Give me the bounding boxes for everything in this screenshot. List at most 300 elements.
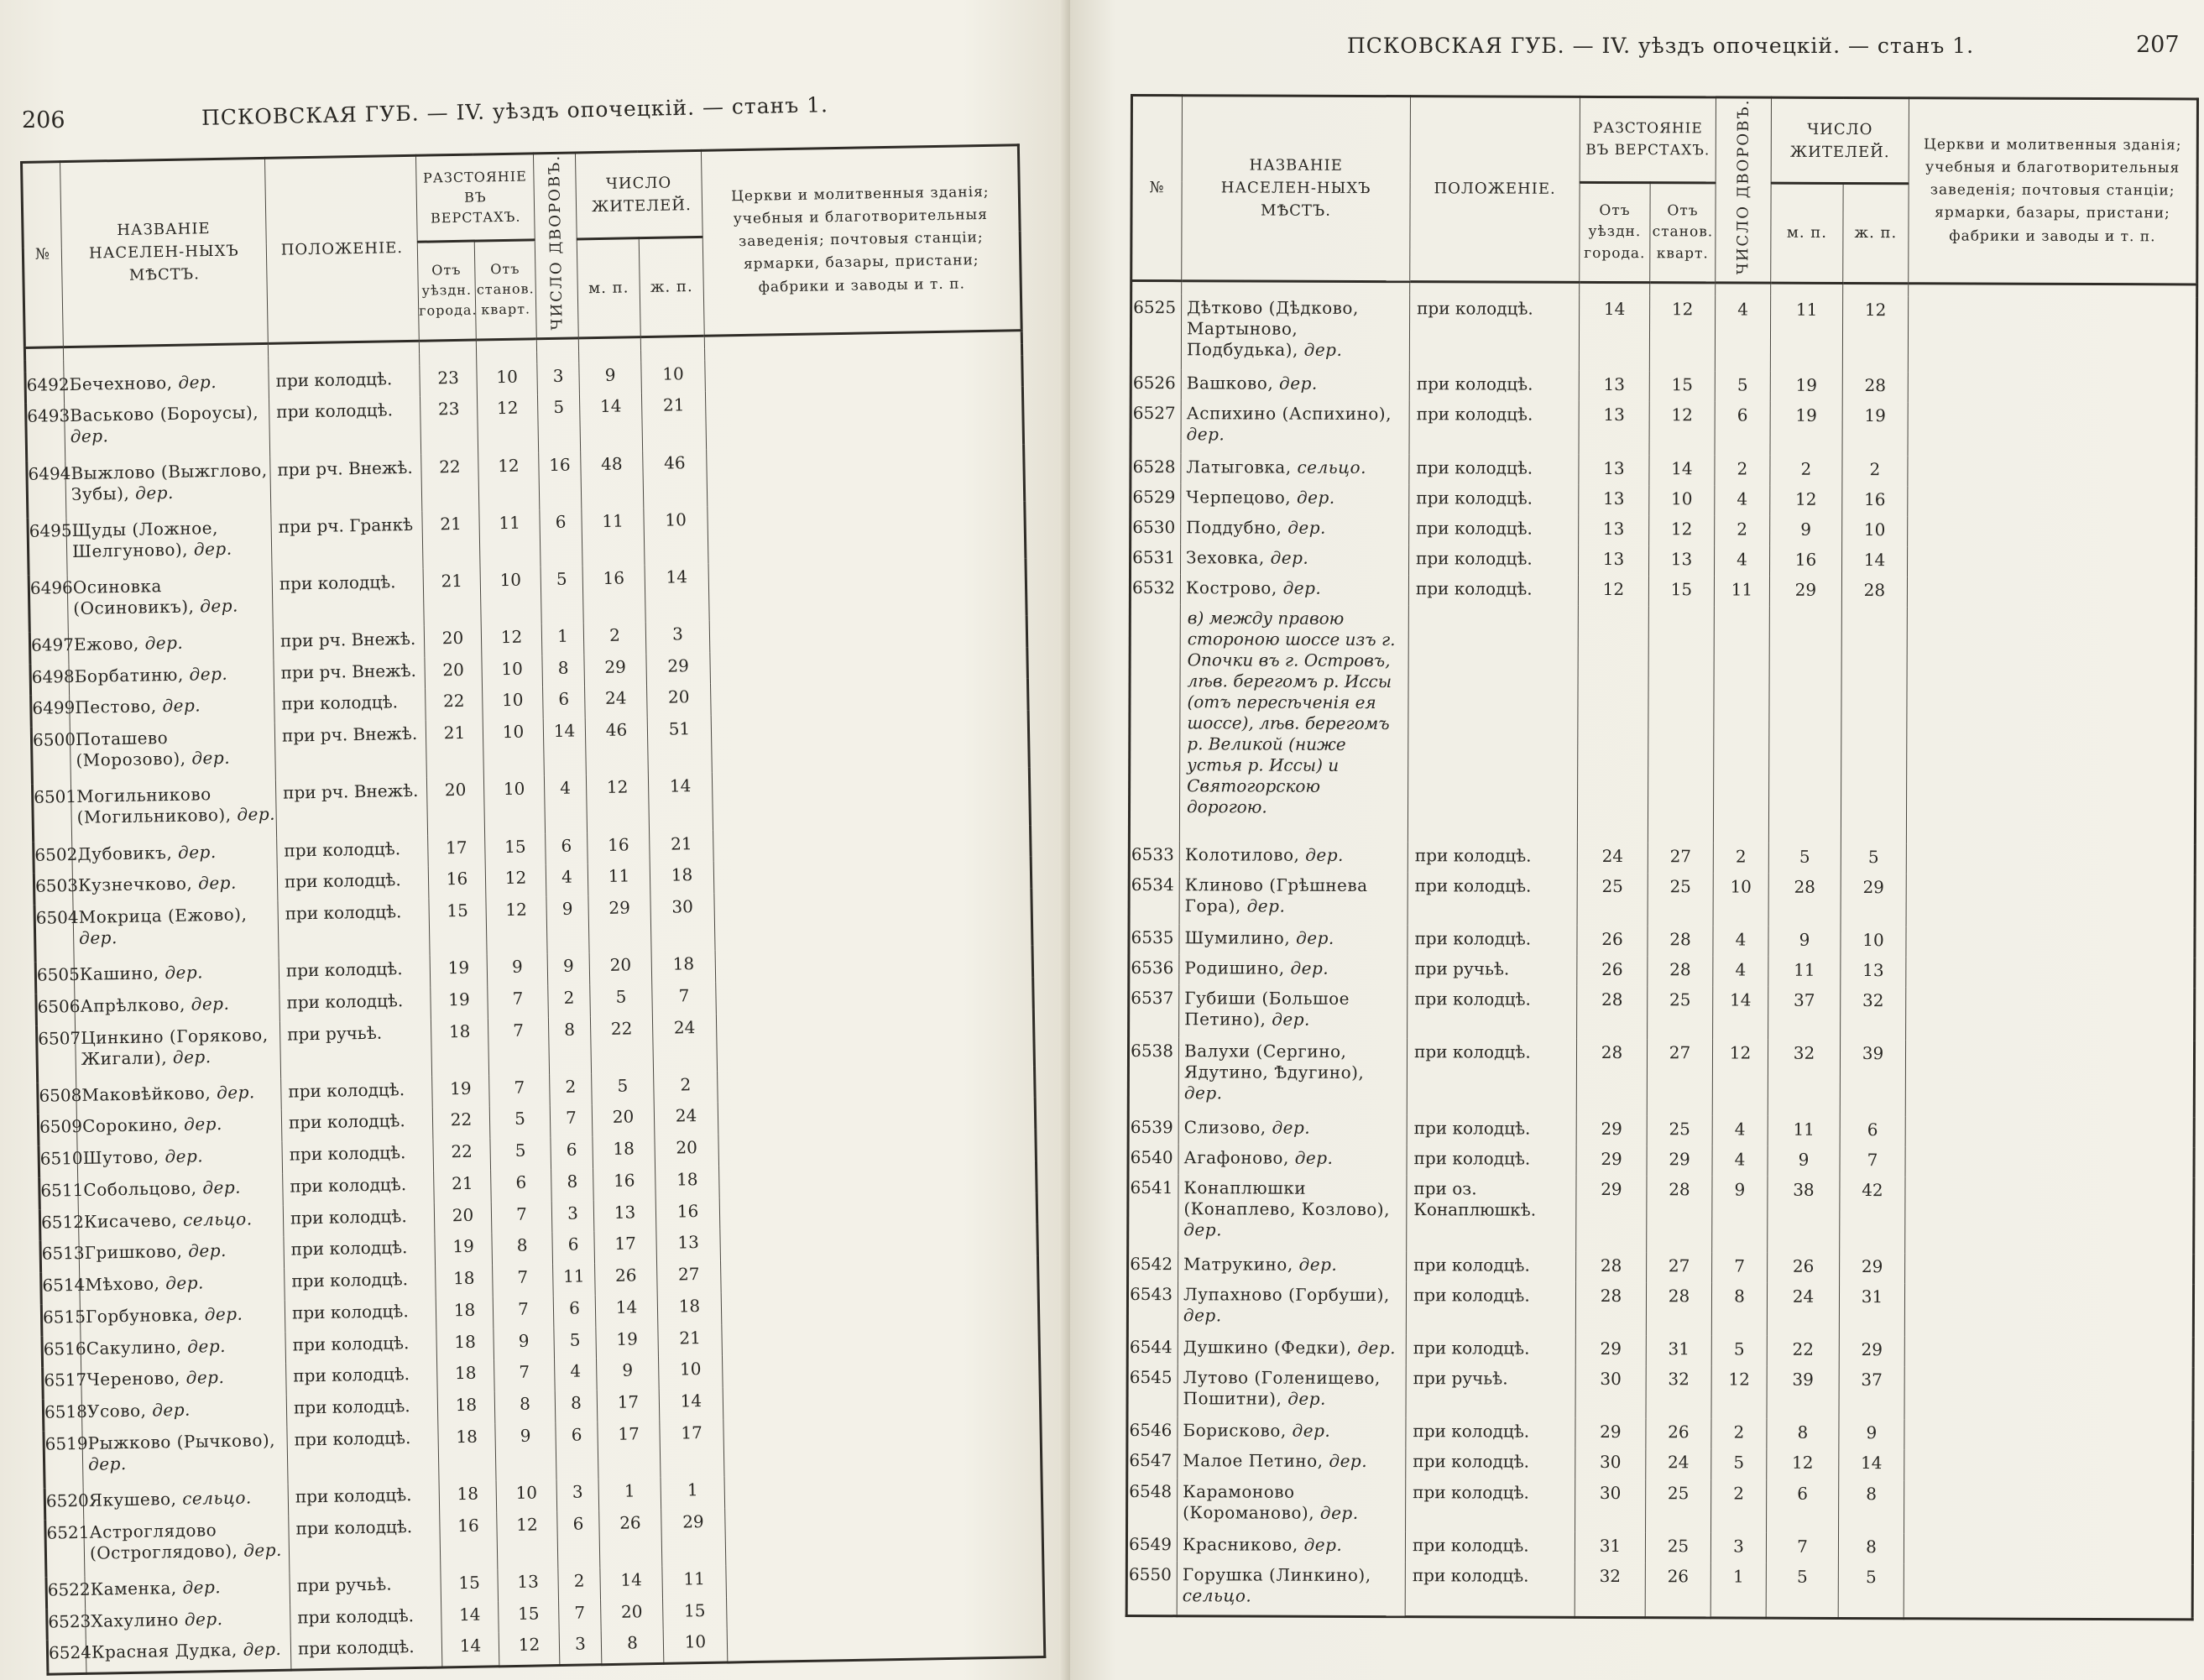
row-number: 6548 (1127, 1478, 1178, 1531)
distance-town: 18 (436, 1328, 494, 1361)
place-kind: дер. (172, 1046, 212, 1067)
position: при колодцѣ. (277, 835, 429, 869)
place-name: Пестово, (75, 696, 163, 718)
distance-stan: 7 (488, 985, 549, 1018)
col-residents: ЧИСЛО ЖИТЕЛЕЙ. (575, 150, 702, 238)
distance-town: 12 (1578, 576, 1648, 606)
section-note-empty (1408, 605, 1578, 842)
distance-stan: 12 (1649, 515, 1715, 545)
col-households-label: ЧИСЛО ДВОРОВЪ. (545, 154, 567, 331)
place-kind: дер. (202, 1177, 242, 1198)
residents-male: 14 (579, 393, 642, 451)
row-number: 6519 (44, 1431, 83, 1489)
col-distance: РАЗСТОЯНІЕ ВЪ ВЕРСТАХЪ. (1580, 97, 1716, 183)
distance-town: 21 (422, 510, 480, 568)
place-name: Черпецово, (1186, 486, 1298, 508)
households: 6 (556, 1422, 598, 1479)
row-number: 6525 (1131, 294, 1181, 370)
spacer-cell (476, 338, 536, 352)
table-row (1127, 1478, 2193, 1535)
col-female: ж. п. (639, 237, 704, 337)
spacer-cell (1410, 281, 1580, 295)
residents-male: 11 (582, 508, 645, 566)
place-kind: дер. (1282, 577, 1322, 598)
residents-female: 51 (647, 716, 712, 774)
residents-male: 5 (1768, 843, 1841, 873)
place-kind: дер. (178, 371, 217, 393)
residents-female: 28 (1841, 577, 1907, 607)
residents-male: 2 (1770, 455, 1842, 485)
place-name: Дѣтково (Дѣдково, Мартыново, Подбудька), (1186, 296, 1359, 360)
residents-female: 10 (1842, 516, 1908, 546)
residents-female: 1 (661, 1477, 725, 1510)
row-number: 6541 (1128, 1174, 1178, 1250)
notes-cell (1904, 1533, 2192, 1564)
place-name-cell (1178, 1364, 1406, 1417)
place-name: Гришково, (84, 1241, 189, 1264)
row-number: 6499 (31, 696, 71, 728)
households: 2 (1711, 1479, 1767, 1533)
filler-cell (1405, 1615, 1575, 1617)
notes-cell (721, 1287, 1039, 1324)
notes-cell (713, 825, 1031, 862)
residents-male: 20 (601, 1599, 664, 1631)
residents-female: 30 (650, 894, 715, 952)
place-kind: дер. (1298, 1254, 1338, 1275)
place-kind: дер. (1183, 1219, 1222, 1240)
table-row (1128, 1250, 2194, 1284)
distance-stan: 12 (1649, 295, 1715, 372)
row-number: 6532 (1130, 574, 1180, 604)
distance-stan: 25 (1647, 1115, 1712, 1145)
filler-cell (1575, 1615, 1645, 1617)
households: 8 (555, 1390, 598, 1422)
position: при колодцѣ. (285, 1329, 437, 1364)
place-name: Губиши (Большое Петино), (1184, 988, 1350, 1030)
place-name-cell (75, 1021, 280, 1082)
place-name-cell (1181, 483, 1409, 514)
distance-town: 23 (420, 364, 478, 397)
place-name: Кузнечково, (77, 873, 199, 896)
households: 6 (540, 509, 582, 566)
right-page-number: 207 (2136, 32, 2180, 58)
residents-female: 6 (1840, 1116, 1905, 1146)
distance-stan: 7 (491, 1201, 552, 1234)
notes-cell (1905, 1146, 2194, 1177)
distance-stan: 8 (494, 1390, 556, 1423)
residents-female: 10 (641, 360, 706, 393)
distance-town: 18 (436, 1297, 494, 1329)
distance-stan: 24 (1646, 1449, 1711, 1479)
table-row (1131, 544, 2196, 577)
households: 5 (541, 566, 583, 623)
position: при ручьѣ. (279, 1019, 431, 1078)
row-number: 6517 (43, 1367, 82, 1400)
residents-male: 17 (594, 1230, 657, 1263)
distance-town: 29 (1575, 1418, 1646, 1448)
row-number: 6546 (1127, 1417, 1178, 1447)
residents-male: 24 (1767, 1282, 1839, 1336)
section-note-empty (1906, 607, 2196, 844)
spacer-cell (1843, 283, 1909, 296)
place-kind: дер. (237, 804, 276, 825)
residents-female: 7 (1840, 1146, 1905, 1177)
distance-town: 18 (437, 1360, 495, 1393)
place-kind: дер. (70, 425, 109, 447)
filler-cell (560, 1662, 602, 1665)
residents-male: 26 (1768, 1252, 1840, 1282)
residents-female: 5 (1838, 1563, 1904, 1617)
residents-male: 16 (588, 832, 650, 864)
place-kind: дер. (1296, 927, 1334, 948)
residents-male: 17 (597, 1389, 660, 1422)
distance-stan: 10 (483, 776, 545, 834)
position: при колодцѣ. (277, 867, 429, 901)
filler-cell (1904, 1616, 2192, 1619)
households: 2 (558, 1568, 601, 1600)
place-name: Родишино, (1184, 957, 1291, 978)
notes-cell (1904, 1420, 2193, 1451)
residents-female: 7 (652, 983, 717, 1015)
row-number: 6509 (38, 1114, 77, 1146)
place-kind: сельцо. (1297, 457, 1367, 477)
place-name-cell (1181, 453, 1409, 484)
col-notes: Церкви и молитвенныя зданія; учебныя и благотворительныя заведенія; почтовыя станціи; ярмарки, базары, пристани; фабрики и заводы и т. п. (1909, 98, 2198, 284)
residents-female: 29 (1839, 1336, 1904, 1366)
place-kind: дер. (1287, 1388, 1326, 1409)
section-note-no (1129, 604, 1180, 841)
place-kind: дер. (1294, 1147, 1334, 1168)
place-kind: дер. (1287, 517, 1326, 538)
position: при рч. Внежѣ. (270, 454, 422, 514)
spacer-cell (579, 350, 641, 363)
place-name-cell (72, 869, 278, 905)
notes-cell (1904, 1366, 2193, 1421)
distance-stan: 10 (1649, 485, 1715, 515)
place-name: Васьково (Бороусы), (70, 402, 259, 426)
row-number: 6510 (39, 1145, 78, 1178)
row-number: 6495 (28, 518, 67, 576)
distance-town: 15 (429, 897, 487, 955)
residents-male: 1 (598, 1478, 661, 1510)
place-kind: дер. (197, 872, 238, 894)
section-note-empty (1648, 606, 1714, 843)
spacer-cell (1909, 283, 2197, 297)
position: при колодцѣ. (1407, 1251, 1576, 1282)
spacer-cell (419, 340, 476, 354)
position: при колодцѣ. (281, 1076, 433, 1110)
place-kind: дер. (134, 482, 175, 503)
position: при колодцѣ. (269, 397, 421, 457)
residents-male: 11 (1770, 295, 1842, 372)
place-name: Апрѣлково, (80, 994, 191, 1016)
distance-stan: 15 (1648, 576, 1714, 606)
position: при колодцѣ. (272, 569, 424, 629)
place-name: Лупахново (Горбуши), (1183, 1283, 1390, 1305)
distance-stan: 12 (481, 623, 542, 656)
place-name: Красниково, (1182, 1534, 1304, 1555)
households: 8 (548, 1016, 591, 1074)
residents-female: 9 (1839, 1419, 1904, 1449)
residents-male: 5 (592, 1072, 655, 1105)
place-kind: дер. (1329, 1451, 1368, 1472)
households: 5 (1711, 1336, 1767, 1366)
row-number: 6537 (1129, 984, 1179, 1038)
place-name-cell (80, 1269, 285, 1304)
notes-cell (705, 355, 1023, 392)
place-name: Борисково, (1183, 1420, 1293, 1442)
table-row (1127, 1417, 2193, 1450)
position: при колодцѣ. (1406, 1334, 1575, 1365)
spacer-cell (1650, 282, 1716, 295)
place-name: Латыговка, (1186, 456, 1298, 477)
table-row (1130, 574, 2196, 608)
distance-stan: 15 (1649, 371, 1715, 401)
residents-male: 32 (1768, 1040, 1840, 1116)
place-name: Карамоново (Коромановo), (1183, 1480, 1320, 1523)
row-number: 6521 (45, 1520, 85, 1578)
notes-cell (707, 444, 1025, 507)
row-number: 6512 (39, 1209, 79, 1242)
distance-stan: 12 (499, 1631, 560, 1664)
distance-town: 21 (434, 1170, 492, 1203)
distance-town: 30 (1575, 1479, 1646, 1532)
row-number: 6502 (34, 842, 73, 874)
residents-male: 18 (593, 1135, 655, 1168)
position: при колодцѣ. (282, 1140, 434, 1174)
place-name-cell (1178, 1174, 1407, 1251)
table-row (1128, 1174, 2194, 1254)
notes-cell (718, 1129, 1037, 1166)
row-number: 6494 (27, 461, 66, 519)
position: при колодцѣ. (1409, 484, 1579, 515)
residents-male: 37 (1768, 987, 1841, 1041)
distance-stan: 10 (480, 566, 541, 624)
position: при колодцѣ. (279, 956, 431, 990)
notes-cell (726, 1560, 1044, 1597)
residents-female: 19 (1842, 402, 1908, 456)
row-number: 6498 (30, 664, 70, 697)
residents-female: 14 (1841, 546, 1907, 577)
place-name: Мокрица (Ежово), (78, 904, 248, 927)
notes-cell (1908, 486, 2196, 517)
position: при колодцѣ. (1406, 1418, 1575, 1449)
place-name: Сакулино, (86, 1336, 188, 1359)
place-kind: дер. (185, 1367, 225, 1389)
position: при колодцѣ. (287, 1424, 439, 1484)
distance-stan: 13 (498, 1568, 559, 1601)
row-number: 6516 (42, 1336, 81, 1369)
notes-cell (724, 1471, 1042, 1508)
spacer-cell (1771, 283, 1843, 296)
place-name-cell (1178, 1333, 1406, 1364)
col-residents: ЧИСЛО ЖИТЕЛЕЙ. (1771, 97, 1909, 184)
households: 8 (542, 655, 585, 687)
place-name: Могильниково (Могильниково), (76, 784, 238, 828)
distance-stan: 28 (1648, 926, 1713, 956)
notes-cell (719, 1161, 1037, 1197)
row-number: 6527 (1131, 399, 1181, 453)
residents-female: 18 (655, 1166, 720, 1199)
residents-female: 18 (657, 1293, 722, 1326)
distance-town: 17 (428, 834, 486, 867)
notes-cell (720, 1223, 1038, 1260)
distance-stan: 10 (483, 687, 544, 720)
row-number: 6544 (1127, 1333, 1178, 1364)
notes-cell (1908, 516, 2196, 547)
notes-cell (723, 1414, 1042, 1477)
position: при колодцѣ. (1409, 370, 1579, 401)
residents-male: 22 (590, 1015, 653, 1073)
households: 8 (551, 1168, 594, 1201)
place-name: Агафоново, (1183, 1147, 1295, 1168)
distance-stan: 15 (485, 833, 546, 866)
residents-female: 16 (655, 1197, 720, 1230)
col-position: ПОЛОЖЕНІЕ. (1410, 97, 1580, 282)
row-number: 6504 (34, 905, 74, 963)
place-name: Аспихино (Аспихино), (1186, 403, 1392, 425)
distance-town: 13 (1579, 485, 1649, 515)
households: 9 (1712, 1176, 1768, 1252)
position: при колодцѣ. (278, 899, 430, 958)
spacer-cell (25, 360, 64, 373)
notes-cell (718, 1098, 1036, 1135)
spacer-cell (1131, 280, 1182, 294)
filler-cell (442, 1664, 499, 1667)
filler-cell (1645, 1615, 1710, 1617)
households: 4 (546, 864, 588, 897)
place-name: Бечехново, (69, 372, 179, 394)
notes-cell (1904, 1563, 2192, 1618)
distance-stan: 27 (1647, 1040, 1712, 1116)
households: 6 (552, 1232, 595, 1265)
place-name-cell (83, 1484, 289, 1520)
row-number: 6550 (1126, 1561, 1177, 1615)
place-name: Маковѣйково, (81, 1082, 217, 1105)
row-number: 6500 (31, 727, 71, 785)
households: 5 (1711, 1449, 1767, 1479)
distance-stan: 9 (487, 953, 548, 986)
distance-stan: 12 (486, 896, 547, 954)
distance-stan: 31 (1646, 1335, 1711, 1365)
position: при ручьѣ. (1408, 955, 1577, 986)
place-name-cell (1179, 924, 1408, 955)
households: 5 (554, 1327, 597, 1359)
place-name-cell (65, 399, 270, 460)
residents-male: 9 (1770, 515, 1842, 545)
residents-female: 10 (663, 1629, 728, 1662)
distance-town: 18 (438, 1423, 496, 1481)
residents-female: 32 (1841, 987, 1906, 1041)
spacer-cell (640, 336, 704, 350)
position: при колодцѣ. (269, 365, 420, 399)
place-name: Кашино, (79, 963, 165, 985)
place-name: Сорокино, (81, 1114, 185, 1137)
table-row (1129, 871, 2195, 928)
table-row (1127, 1281, 2193, 1338)
place-kind: дер. (204, 1303, 243, 1325)
row-number: 6513 (40, 1240, 80, 1273)
residents-male: 48 (581, 451, 644, 509)
section-note-empty (1768, 606, 1841, 843)
place-kind: дер. (184, 1608, 223, 1630)
residents-female: 42 (1840, 1177, 1905, 1253)
place-name: Зеховка, (1186, 546, 1271, 568)
residents-female: 3 (645, 621, 710, 654)
place-kind: дер. (1357, 1338, 1397, 1359)
residents-female: 37 (1839, 1366, 1904, 1420)
residents-female: 10 (1841, 926, 1906, 957)
distance-town: 30 (1575, 1448, 1646, 1479)
residents-female: 31 (1839, 1283, 1904, 1337)
place-name: Матрукино, (1183, 1253, 1299, 1275)
distance-stan: 26 (1645, 1563, 1710, 1616)
notes-cell (1908, 456, 2196, 487)
distance-town: 29 (1576, 1176, 1647, 1252)
place-kind: дер. (1292, 1421, 1331, 1442)
households: 2 (1715, 515, 1770, 545)
place-name-cell (75, 990, 280, 1025)
position: при колодцѣ. (1409, 454, 1579, 485)
position: при рч. Внежѣ. (273, 626, 425, 660)
table-row (1129, 841, 2195, 874)
notes-cell (727, 1592, 1045, 1629)
col-households (1716, 97, 1772, 283)
residents-female: 29 (1840, 1253, 1905, 1283)
notes-cell (716, 977, 1034, 1014)
distance-town: 19 (431, 986, 488, 1019)
place-name-cell (69, 660, 274, 696)
place-name-cell (81, 1332, 286, 1367)
row-number: 6523 (47, 1609, 86, 1641)
col-notes: Церкви и молитвенныя зданія; учебныя и благотворительныя заведенія; почтовыя станціи; ярмарки, базары, пристани; фабрики и заводы и т. п. (701, 145, 1021, 336)
residents-female: 14 (659, 1388, 723, 1421)
place-kind: дер. (152, 1399, 191, 1421)
residents-female: 14 (1839, 1449, 1904, 1479)
distance-town: 20 (434, 1202, 492, 1234)
residents-male: 8 (1767, 1419, 1839, 1449)
place-name-cell (78, 1174, 284, 1209)
position: при рч. Гранкѣ (271, 511, 423, 571)
table-row (1126, 1531, 2192, 1564)
households: 12 (1712, 1040, 1768, 1116)
place-name-cell (65, 457, 271, 517)
table-row (1131, 453, 2196, 487)
position: при рч. Внежѣ. (274, 657, 426, 691)
distance-town: 21 (426, 720, 483, 778)
right-table-body (1126, 280, 2197, 1619)
residents-male: 11 (588, 863, 650, 895)
households: 1 (541, 623, 584, 655)
households: 11 (1714, 576, 1769, 606)
place-name-cell (1178, 1250, 1407, 1281)
residents-male: 46 (585, 717, 648, 775)
position: при колодцѣ. (283, 1203, 435, 1237)
residents-female: 14 (648, 773, 713, 831)
place-name-cell (1179, 954, 1408, 985)
households: 5 (1715, 372, 1770, 402)
table-row (1128, 1037, 2194, 1117)
notes-cell (1907, 577, 2196, 608)
distance-town: 16 (428, 866, 486, 899)
position: при колодцѣ. (281, 1108, 433, 1142)
residents-female: 18 (650, 862, 714, 895)
residents-female: 29 (646, 652, 711, 685)
place-kind: дер. (1290, 957, 1329, 978)
residents-male: 14 (600, 1567, 663, 1599)
spacer-cell (1716, 283, 1771, 296)
section-note-empty (1577, 606, 1648, 843)
